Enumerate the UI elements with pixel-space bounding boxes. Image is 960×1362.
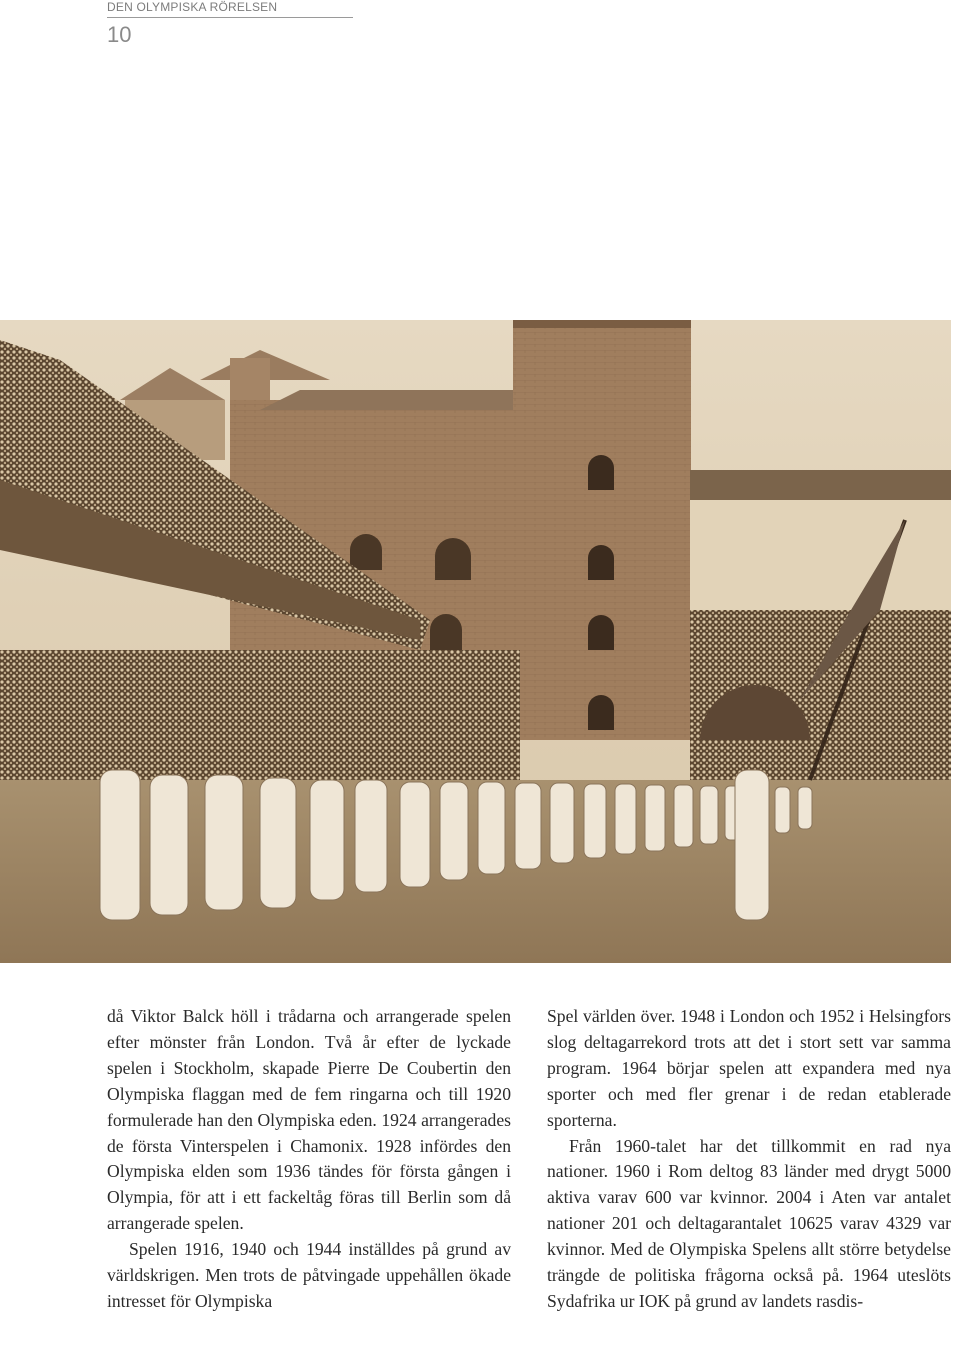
paragraph: Från 1960-talet har det tillkommit en rad nya nationer. 1960 i Rom deltog 83 länder med drygt 5000 aktiva varav 600 var kvinnor. 2004 i Aten var antalet nationer 201 och deltagarantalet 10625 varav 4329 var kvinnor. Med de Olympiska Spelens allt större betydelse trängde de politiska frågorna också på. 1964 uteslöts Sydafrika ur IOK på grund av landets rasdis- (547, 1135, 951, 1311)
page-number: 10 (107, 22, 132, 47)
section-title: DEN OLYMPISKA RÖRELSEN (107, 0, 278, 14)
running-head (107, 0, 353, 18)
paragraph: Spel världen över. 1948 i London och 1952 i Helsingfors slog deltagarrekord trots att det i stort sett var samma program. 1964 börjar spelen att expandera med nya sporter och med fler grenar i de redan etablerade sporterna. (547, 1006, 951, 1130)
paragraph: då Viktor Balck höll i trådarna och arrangerade spelen efter mönster från London. Två år efter de lyckade spelen i Stockholm, skapade Pierre De Coubertin den Olympiska flaggan med de fem ringarna och till 1920 formulerade han den Olympiska eden. 1924 arrangerades de första Vinterspelen i Chamonix. 1928 infördes den Olympiska elden som 1936 tändes för första gången i Olympia, för att i ett fackeltåg föras till Berlin som då arrangerade spelen. (107, 1006, 511, 1234)
historical-photo (0, 320, 951, 963)
text-column-left (107, 1004, 511, 1315)
header-rule (107, 17, 353, 18)
stadium-parade-illustration (0, 320, 951, 963)
text-column-right (547, 1004, 951, 1315)
paragraph: Spelen 1916, 1940 och 1944 inställdes på grund av världskrigen. Men trots de påtvingade uppehållen ökade intresset för Olympiska (107, 1239, 511, 1311)
